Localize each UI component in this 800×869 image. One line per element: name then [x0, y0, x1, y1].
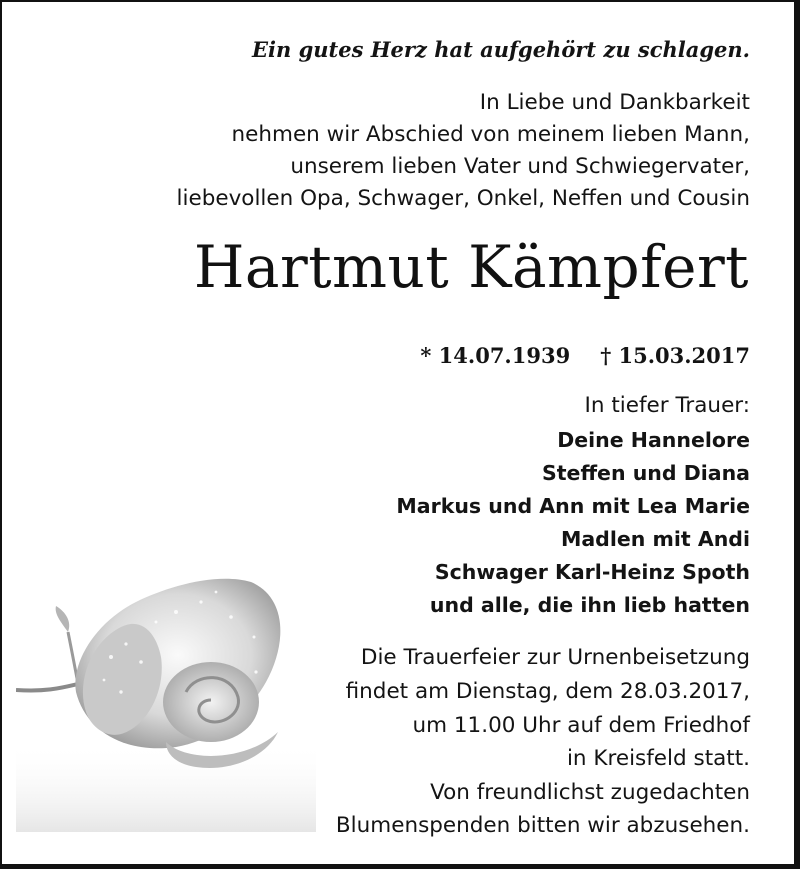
service-line: in Kreisfeld statt. [566, 746, 750, 771]
life-dates [420, 345, 750, 366]
service-line: Die Trauerfeier zur Urnenbeisetzung [360, 645, 750, 670]
service-line: Von freundlichst zugedachten [430, 780, 750, 805]
intro-line: liebevollen Opa, Schwager, Onkel, Neffen und Cousin [176, 186, 750, 211]
rose-icon [16, 562, 316, 832]
service-line: findet am Dienstag, dem 28.03.2017, [345, 679, 750, 704]
deceased-name: Hartmut Kämpfert [193, 233, 749, 301]
birth-date: * 14.07.1939 [420, 343, 571, 368]
mourner-name: und alle, die ihn lieb hatten [429, 593, 750, 617]
mourner-name: Madlen mit Andi [560, 527, 750, 551]
intro-line: In Liebe und Dankbarkeit [479, 90, 750, 115]
mourning-intro: In tiefer Trauer: [584, 393, 750, 418]
mourner-name: Steffen und Diana [541, 461, 750, 485]
slogan: Ein gutes Herz hat aufgehört zu schlagen. [252, 37, 750, 62]
intro-line: unserem lieben Vater und Schwiegervater, [290, 154, 750, 179]
service-line: Blumenspenden bitten wir abzusehen. [335, 813, 750, 838]
mourner-name: Schwager Karl-Heinz Spoth [434, 560, 750, 584]
intro-line: nehmen wir Abschied von meinem lieben Mann, [231, 122, 750, 147]
service-line: um 11.00 Uhr auf dem Friedhof [412, 713, 750, 738]
mourner-name: Deine Hannelore [557, 428, 750, 452]
death-date: † 15.03.2017 [600, 343, 750, 368]
mourner-name: Markus und Ann mit Lea Marie [396, 494, 750, 518]
